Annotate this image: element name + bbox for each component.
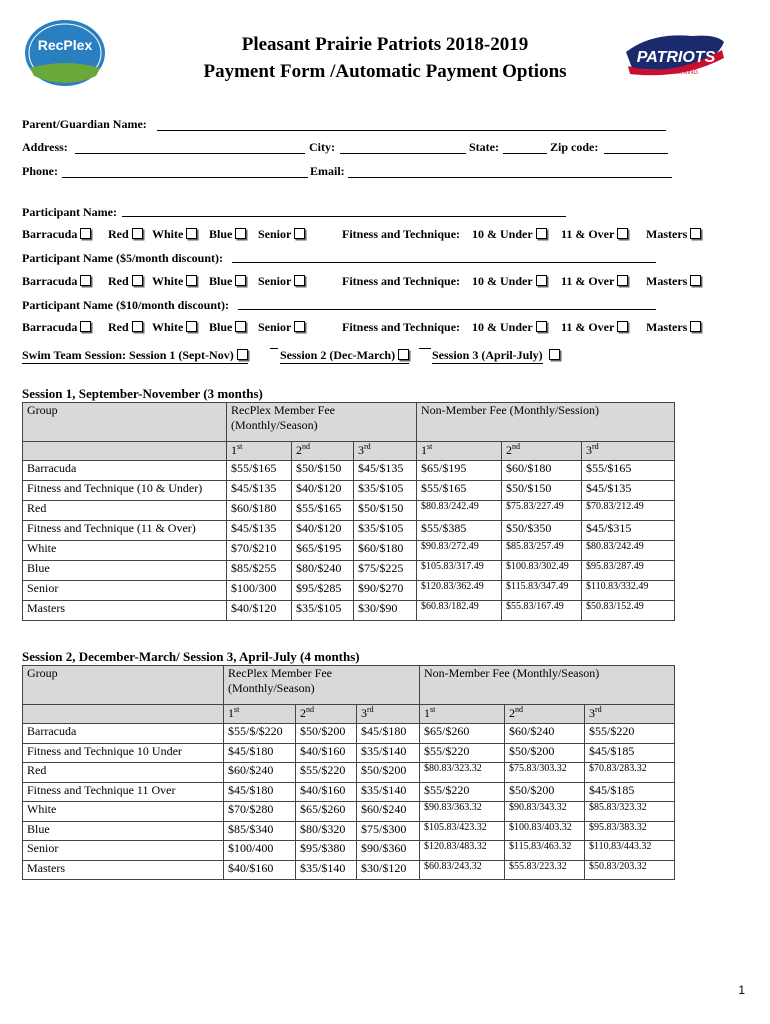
participant-3-label: Participant Name ($10/month discount): xyxy=(22,298,229,312)
tier-header: 2nd xyxy=(505,705,585,724)
nonmember-fee-header: Non-Member Fee (Monthly/Season) xyxy=(420,666,675,705)
city-label: City: xyxy=(309,140,335,154)
fee-cell: $45/$180 xyxy=(357,724,420,744)
fee-cell: $60.83/182.49 xyxy=(417,601,502,621)
fee-cell: $35/$105 xyxy=(354,521,417,541)
table-row xyxy=(23,802,675,822)
group-cell: Senior xyxy=(23,841,224,861)
fee-cell: $60/$180 xyxy=(227,501,292,521)
fee-cell: $70/$210 xyxy=(227,541,292,561)
participant-2-options: Barracuda Red White Blue Senior Fitness and Technique: 10 & Under 11 & Over Masters xyxy=(0,274,770,290)
participant-1-white-checkbox[interactable] xyxy=(186,228,197,239)
fee-cell: $55/$220 xyxy=(420,743,505,763)
page-number: 1 xyxy=(738,983,745,997)
patriots-logo-subtext: SWIMMING xyxy=(666,70,698,76)
fee-cell: $85/$340 xyxy=(224,821,296,841)
group-cell: Fitness and Technique (10 & Under) xyxy=(23,481,227,501)
address-field[interactable] xyxy=(75,153,305,154)
table-row xyxy=(23,561,675,581)
participant-1-label: Participant Name: xyxy=(22,205,117,219)
fee-cell: $120.83/362.49 xyxy=(417,581,502,601)
participant-3-10-under-checkbox[interactable] xyxy=(536,321,547,332)
title-line-2: Payment Form /Automatic Payment Options xyxy=(203,61,567,82)
fee-cell: $80.83/242.49 xyxy=(417,501,502,521)
fee-cell: $75.83/303.32 xyxy=(505,763,585,783)
table-row xyxy=(23,481,675,501)
fee-cell: $35/$105 xyxy=(354,481,417,501)
participant-3-field[interactable] xyxy=(238,309,656,310)
fee-cell: $95.83/287.49 xyxy=(582,561,675,581)
city-field[interactable] xyxy=(340,153,466,154)
session-1-checkbox[interactable] xyxy=(237,349,248,360)
fee-cell: $65/$195 xyxy=(417,461,502,481)
fee-cell: $45/$185 xyxy=(585,743,675,763)
fee-cell: $95/$285 xyxy=(292,581,354,601)
table-row xyxy=(23,782,675,802)
group-cell: Senior xyxy=(23,581,227,601)
phone-field[interactable] xyxy=(62,177,308,178)
session-select-row: Swim Team Session: Session 1 (Sept-Nov) Session 2 (Dec-March) Session 3 (April-July) xyxy=(0,348,770,364)
fee-cell: $40/$120 xyxy=(292,521,354,541)
email-field[interactable] xyxy=(348,177,672,178)
fee-cell: $50.83/152.49 xyxy=(582,601,675,621)
participant-1-senior-checkbox[interactable] xyxy=(294,228,305,239)
fee-cell: $55/$165 xyxy=(292,501,354,521)
fee-cell: $55.83/223.32 xyxy=(505,860,585,880)
fee-cell: $35/$140 xyxy=(357,782,420,802)
fee-cell: $55/$/$220 xyxy=(224,724,296,744)
recplex-logo-text: RecPlex xyxy=(37,37,93,53)
fee-cell: $65/$260 xyxy=(296,802,357,822)
fee-cell: $45/$180 xyxy=(224,743,296,763)
fee-cell: $50/$200 xyxy=(505,782,585,802)
fee-cell: $50/$150 xyxy=(502,481,582,501)
fee-cell: $60/$240 xyxy=(224,763,296,783)
fee-cell: $55/$165 xyxy=(417,481,502,501)
table-row xyxy=(23,821,675,841)
fee-cell: $45/$185 xyxy=(585,782,675,802)
fee-cell: $50/$150 xyxy=(292,461,354,481)
parent-name-label: Parent/Guardian Name: xyxy=(22,117,147,131)
fee-cell: $50/$200 xyxy=(296,724,357,744)
fee-cell: $55/$220 xyxy=(585,724,675,744)
group-header: Group xyxy=(23,403,227,442)
participant-2-field[interactable] xyxy=(232,262,656,263)
table-row xyxy=(23,841,675,861)
group-cell: Blue xyxy=(23,561,227,581)
fee-cell: $65/$195 xyxy=(292,541,354,561)
participant-2-white-checkbox[interactable] xyxy=(186,275,197,286)
tier-header: 3rd xyxy=(357,705,420,724)
fee-cell: $115.83/463.32 xyxy=(505,841,585,861)
fee-cell: $60/$240 xyxy=(357,802,420,822)
parent-name-field[interactable] xyxy=(157,130,666,131)
participant-2-senior-checkbox[interactable] xyxy=(294,275,305,286)
participant-1-blue-checkbox[interactable] xyxy=(235,228,246,239)
fee-cell: $70.83/283.32 xyxy=(585,763,675,783)
table-row xyxy=(23,461,675,481)
fee-cell: $60/$240 xyxy=(505,724,585,744)
fee-cell: $55/$165 xyxy=(582,461,675,481)
participant-2-11-over-checkbox[interactable] xyxy=(617,275,628,286)
group-cell: Red xyxy=(23,763,224,783)
group-cell: Fitness and Technique (11 & Over) xyxy=(23,521,227,541)
fee-cell: $45/$315 xyxy=(582,521,675,541)
fee-cell: $85/$255 xyxy=(227,561,292,581)
group-cell: Barracuda xyxy=(23,724,224,744)
session-1-fee-table xyxy=(22,402,675,621)
fee-cell: $55/$220 xyxy=(296,763,357,783)
fee-cell: $40/$120 xyxy=(227,601,292,621)
fee-cell: $90.83/363.32 xyxy=(420,802,505,822)
table-row xyxy=(23,860,675,880)
tier-header: 2nd xyxy=(292,442,354,461)
fee-cell: $60/$180 xyxy=(354,541,417,561)
fee-cell: $35/$140 xyxy=(296,860,357,880)
participant-3-barracuda-checkbox[interactable] xyxy=(80,321,91,332)
participant-2-red-checkbox[interactable] xyxy=(132,275,143,286)
fee-cell: $85.83/257.49 xyxy=(502,541,582,561)
fee-cell: $40/$160 xyxy=(224,860,296,880)
fee-cell: $50/$200 xyxy=(505,743,585,763)
fee-cell: $100/300 xyxy=(227,581,292,601)
fee-cell: $115.83/347.49 xyxy=(502,581,582,601)
fee-cell: $95/$380 xyxy=(296,841,357,861)
fee-cell: $50/$150 xyxy=(354,501,417,521)
address-label: Address: xyxy=(22,140,68,154)
group-cell: Barracuda xyxy=(23,461,227,481)
zip-field[interactable] xyxy=(604,153,668,154)
fee-cell: $110.83/443.32 xyxy=(585,841,675,861)
fee-cell: $75/$300 xyxy=(357,821,420,841)
participant-1-masters-checkbox[interactable] xyxy=(690,228,701,239)
session-1-caption: Session 1, September-November (3 months) xyxy=(22,386,263,401)
group-cell: Fitness and Technique 10 Under xyxy=(23,743,224,763)
fee-cell: $120.83/483.32 xyxy=(420,841,505,861)
fee-cell: $90/$270 xyxy=(354,581,417,601)
fee-cell: $60.83/243.32 xyxy=(420,860,505,880)
phone-label: Phone: xyxy=(22,164,58,178)
table-row xyxy=(23,501,675,521)
patriots-logo-text: PATRIOTS xyxy=(636,49,716,66)
participant-3-white-checkbox[interactable] xyxy=(186,321,197,332)
fee-cell: $45/$135 xyxy=(582,481,675,501)
fee-cell: $45/$135 xyxy=(227,521,292,541)
participant-2-barracuda-checkbox[interactable] xyxy=(80,275,91,286)
fee-cell: $45/$180 xyxy=(224,782,296,802)
fee-cell: $55/$165 xyxy=(227,461,292,481)
participant-1-field[interactable] xyxy=(122,216,566,217)
fee-cell: $40/$160 xyxy=(296,743,357,763)
participant-1-11-over-checkbox[interactable] xyxy=(617,228,628,239)
table-row xyxy=(23,581,675,601)
session-2-3-caption: Session 2, December-March/ Session 3, April-July (4 months) xyxy=(22,649,360,664)
fee-cell: $70.83/212.49 xyxy=(582,501,675,521)
group-header: Group xyxy=(23,666,224,705)
fee-cell: $50/$200 xyxy=(357,763,420,783)
fee-cell: $65/$260 xyxy=(420,724,505,744)
tier-header: 2nd xyxy=(502,442,582,461)
group-cell: Masters xyxy=(23,601,227,621)
fee-cell: $75/$225 xyxy=(354,561,417,581)
fee-cell: $30/$90 xyxy=(354,601,417,621)
fee-cell: $35/$105 xyxy=(292,601,354,621)
fee-cell: $110.83/332.49 xyxy=(582,581,675,601)
fee-cell: $100.83/302.49 xyxy=(502,561,582,581)
tier-header: 2nd xyxy=(296,705,357,724)
group-cell: Blue xyxy=(23,821,224,841)
group-cell: Fitness and Technique 11 Over xyxy=(23,782,224,802)
state-label: State: xyxy=(469,140,499,154)
table-row xyxy=(23,724,675,744)
fee-cell: $90/$360 xyxy=(357,841,420,861)
participant-3-red-checkbox[interactable] xyxy=(132,321,143,332)
participant-2-masters-checkbox[interactable] xyxy=(690,275,701,286)
participant-3-blue-checkbox[interactable] xyxy=(235,321,246,332)
participant-1-barracuda-checkbox[interactable] xyxy=(80,228,91,239)
group-cell: White xyxy=(23,541,227,561)
tier-header: 1st xyxy=(227,442,292,461)
table-row xyxy=(23,601,675,621)
fee-cell: $35/$140 xyxy=(357,743,420,763)
table-row xyxy=(23,541,675,561)
fee-cell: $45/$135 xyxy=(227,481,292,501)
nonmember-fee-header: Non-Member Fee (Monthly/Session) xyxy=(417,403,675,442)
fee-cell: $60/$180 xyxy=(502,461,582,481)
tier-header: 1st xyxy=(417,442,502,461)
fee-cell: $80.83/242.49 xyxy=(582,541,675,561)
table-row xyxy=(23,763,675,783)
fee-cell: $85.83/323.32 xyxy=(585,802,675,822)
zip-label: Zip code: xyxy=(550,140,599,154)
participant-1-10-under-checkbox[interactable] xyxy=(536,228,547,239)
member-fee-header: RecPlex Member Fee (Monthly/Season) xyxy=(227,403,417,442)
email-label: Email: xyxy=(310,164,345,178)
fee-cell: $90.83/343.32 xyxy=(505,802,585,822)
fee-cell: $50.83/203.32 xyxy=(585,860,675,880)
fee-cell: $105.83/317.49 xyxy=(417,561,502,581)
table-row xyxy=(23,521,675,541)
fee-cell: $80.83/323.32 xyxy=(420,763,505,783)
fee-cell: $75.83/227.49 xyxy=(502,501,582,521)
tier-header: 1st xyxy=(224,705,296,724)
participant-1-red-checkbox[interactable] xyxy=(132,228,143,239)
fee-cell: $100.83/403.32 xyxy=(505,821,585,841)
state-field[interactable] xyxy=(503,153,547,154)
fee-cell: $55/$220 xyxy=(420,782,505,802)
participant-2-label: Participant Name ($5/month discount): xyxy=(22,251,223,265)
fee-cell: $95.83/383.32 xyxy=(585,821,675,841)
session-2-3-fee-table xyxy=(22,665,675,880)
title-line-1: Pleasant Prairie Patriots 2018-2019 xyxy=(241,34,529,55)
table-row xyxy=(23,743,675,763)
fee-cell: $30/$120 xyxy=(357,860,420,880)
session-2-checkbox[interactable] xyxy=(398,349,409,360)
tier-header: 1st xyxy=(420,705,505,724)
member-fee-header: RecPlex Member Fee (Monthly/Season) xyxy=(224,666,420,705)
participant-2-10-under-checkbox[interactable] xyxy=(536,275,547,286)
fee-cell: $90.83/272.49 xyxy=(417,541,502,561)
group-cell: Masters xyxy=(23,860,224,880)
fee-cell: $70/$280 xyxy=(224,802,296,822)
fee-cell: $80/$320 xyxy=(296,821,357,841)
group-cell: Red xyxy=(23,501,227,521)
fee-cell: $100/400 xyxy=(224,841,296,861)
participant-3-senior-checkbox[interactable] xyxy=(294,321,305,332)
fee-cell: $40/$160 xyxy=(296,782,357,802)
tier-header: 3rd xyxy=(582,442,675,461)
fee-cell: $50/$350 xyxy=(502,521,582,541)
tier-header: 3rd xyxy=(585,705,675,724)
fee-cell: $45/$135 xyxy=(354,461,417,481)
fee-cell: $40/$120 xyxy=(292,481,354,501)
fee-cell: $55/$385 xyxy=(417,521,502,541)
session-3-checkbox[interactable] xyxy=(549,349,560,360)
fee-cell: $55.83/167.49 xyxy=(502,601,582,621)
participant-2-blue-checkbox[interactable] xyxy=(235,275,246,286)
participant-3-11-over-checkbox[interactable] xyxy=(617,321,628,332)
fee-cell: $105.83/423.32 xyxy=(420,821,505,841)
tier-header: 3rd xyxy=(354,442,417,461)
participant-3-options: Barracuda Red White Blue Senior Fitness and Technique: 10 & Under 11 & Over Masters xyxy=(0,320,770,336)
participant-3-masters-checkbox[interactable] xyxy=(690,321,701,332)
fee-cell: $80/$240 xyxy=(292,561,354,581)
participant-1-options: Barracuda Red White Blue Senior Fitness and Technique: 10 & Under 11 & Over Masters xyxy=(0,227,770,243)
group-cell: White xyxy=(23,802,224,822)
